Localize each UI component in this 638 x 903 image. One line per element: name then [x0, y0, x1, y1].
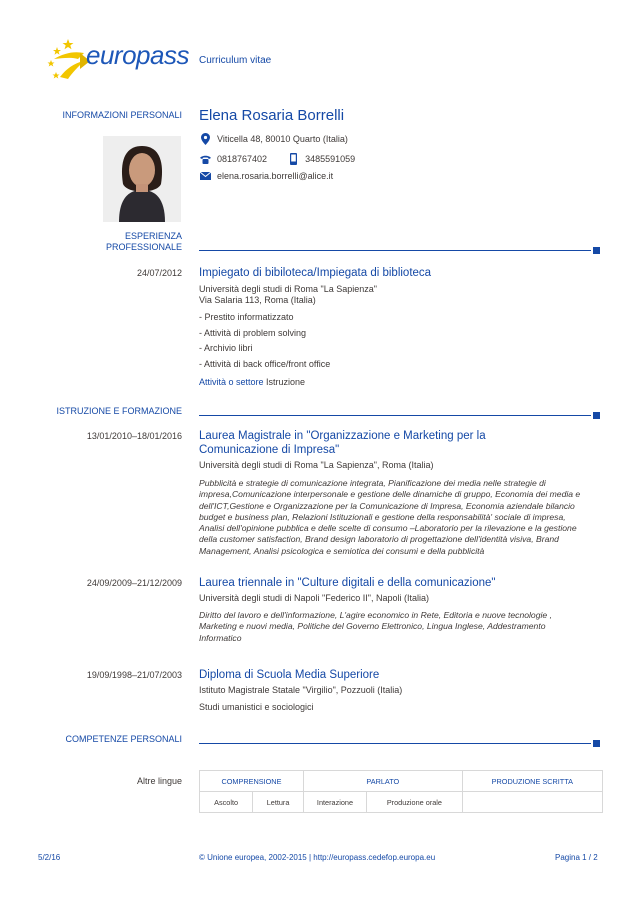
- europass-wordmark: europass: [86, 40, 189, 70]
- email-icon: [199, 170, 211, 182]
- writing-subheader-empty: [462, 792, 602, 813]
- listening-subheader: Ascolto: [200, 792, 253, 813]
- address-text: Viticella 48, 80010 Quarto (Italia): [217, 134, 348, 144]
- task-item: - Archivio libri: [199, 343, 253, 353]
- detail-line: Informatico: [199, 632, 242, 643]
- education-label: ISTRUZIONE E FORMAZIONE: [56, 406, 182, 416]
- institution: Istituto Magistrale Statale "Virgilio", Pozzuoli (Italia): [199, 685, 403, 695]
- experience-date: 24/07/2012: [136, 268, 182, 278]
- task-item: - Attività di back office/front office: [199, 358, 331, 369]
- candidate-name: Elena Rosaria Borrelli: [199, 107, 345, 124]
- phone-number: 0818767402: [217, 154, 268, 164]
- email-address[interactable]: elena.rosaria.borrelli@alice.it: [217, 171, 334, 181]
- language-table: [199, 770, 603, 813]
- detail-line: Diritto del lavoro e dell'informazione, L'agire economico in Rete, Editoria e nuove tecnologie ,: [199, 610, 552, 620]
- task-item: - Attività di problem solving: [199, 327, 307, 338]
- detail-line: budget e business plan, Relazioni Istituzionali e gestione della responsabilità' sociale di impresa,: [199, 511, 566, 522]
- footer-copyright[interactable]: © Unione europea, 2002-2015 | http://europass.cedefop.europa.eu: [199, 853, 436, 862]
- section-divider: [199, 415, 591, 416]
- detail-line: dell'ICT,Gestione e Organizzazione per la Comunicazione di Impresa, Economia aziendale bilancio: [199, 500, 575, 511]
- location-pin-icon: [199, 133, 211, 145]
- oral-production-subheader: Produzione orale: [367, 792, 463, 813]
- task-item: - Prestito informatizzato: [199, 312, 294, 322]
- detail-line: impresa,Comunicazione interpersonale e gestione delle dinamiche di gruppo, Economia dei media e: [199, 489, 581, 500]
- experience-label-line1: ESPERIENZA: [124, 231, 182, 241]
- detail-line: Analisi dell'opinione pubblica e delle scelte di consumo –Laboratorio per la rilevazione e la gestione: [199, 523, 577, 534]
- document-title: Curriculum vitae: [199, 55, 272, 66]
- mobile-number: 3485591059: [305, 154, 356, 164]
- employer: [199, 284, 604, 306]
- phone-icon: [199, 153, 211, 165]
- personal-info-label: INFORMAZIONI PERSONALI: [62, 110, 182, 120]
- degree-details: [199, 478, 604, 557]
- section-divider-square: [593, 247, 600, 254]
- interaction-subheader: Interazione: [303, 792, 366, 813]
- degree-title: Diploma di Scuola Media Superiore: [199, 669, 380, 681]
- sector-value: Istruzione: [266, 377, 306, 387]
- degree-details: Studi umanistici e sociologici: [199, 702, 314, 712]
- education-date: 19/09/1998–21/07/2003: [86, 670, 182, 680]
- detail-line: Pubblicità e strategie di comunicazione integrata, Pianificazione dei media nelle strategie di: [199, 478, 546, 488]
- skills-label: COMPETENZE PERSONALI: [65, 734, 182, 744]
- job-title: Impiegato di bibiloteca/Impiegata di biblioteca: [199, 267, 432, 279]
- section-divider: [199, 743, 591, 744]
- speaking-header: PARLATO: [303, 771, 462, 792]
- employer-address: Via Salaria 113, Roma (Italia): [199, 295, 316, 305]
- experience-label: [32, 231, 182, 253]
- profile-photo: [103, 136, 181, 222]
- section-divider-square: [593, 412, 600, 419]
- section-divider-square: [593, 740, 600, 747]
- degree-title: Laurea triennale in "Culture digitali e della comunicazione": [199, 577, 496, 589]
- comprehension-header: COMPRENSIONE: [200, 771, 304, 792]
- education-date: 24/09/2009–21/12/2009: [86, 578, 182, 588]
- email-row: [199, 170, 333, 182]
- sector-label: Attività o settore: [199, 377, 264, 387]
- education-date: 13/01/2010–18/01/2016: [86, 431, 182, 441]
- section-divider: [199, 250, 591, 251]
- writing-header: PRODUZIONE SCRITTA: [462, 771, 602, 792]
- sector-row: [199, 377, 604, 388]
- phone-row: [199, 153, 355, 165]
- employer-name: Università degli studi di Roma "La Sapienza": [199, 284, 377, 294]
- detail-line: Management, Analisi psicologica e semiotica dei consumi e della pubblicità: [199, 545, 485, 556]
- language-table-subheader-row: [200, 792, 603, 813]
- degree-details: [199, 610, 604, 644]
- institution: Università degli studi di Napoli "Federico II", Napoli (Italia): [199, 593, 429, 603]
- task-list: [199, 310, 604, 372]
- footer-page-number: Pagina 1 / 2: [555, 853, 598, 862]
- mobile-phone-icon: [287, 153, 299, 165]
- degree-title-line2: Comunicazione di Impresa": [199, 444, 340, 456]
- experience-label-line2: PROFESSIONALE: [105, 242, 182, 252]
- degree-title-line1: Laurea Magistrale in "Organizzazione e Marketing per la: [199, 430, 486, 442]
- address-row: [199, 133, 348, 145]
- language-table-header-row: [200, 771, 603, 792]
- footer-date: 5/2/16: [38, 853, 61, 862]
- other-languages-label: Altre lingue: [136, 776, 182, 786]
- institution: Università degli studi di Roma "La Sapienza", Roma (Italia): [199, 460, 434, 470]
- detail-line: della customer satisfaction, Brand design laboratorio di progettazione dell'identità visiva, Brand: [199, 534, 559, 545]
- degree-title: [199, 429, 486, 457]
- detail-line: Marketing e nuovi media, Politiche del Governo Elettronico, Lingua Inglese, Addestramento: [199, 621, 546, 632]
- reading-subheader: Lettura: [253, 792, 304, 813]
